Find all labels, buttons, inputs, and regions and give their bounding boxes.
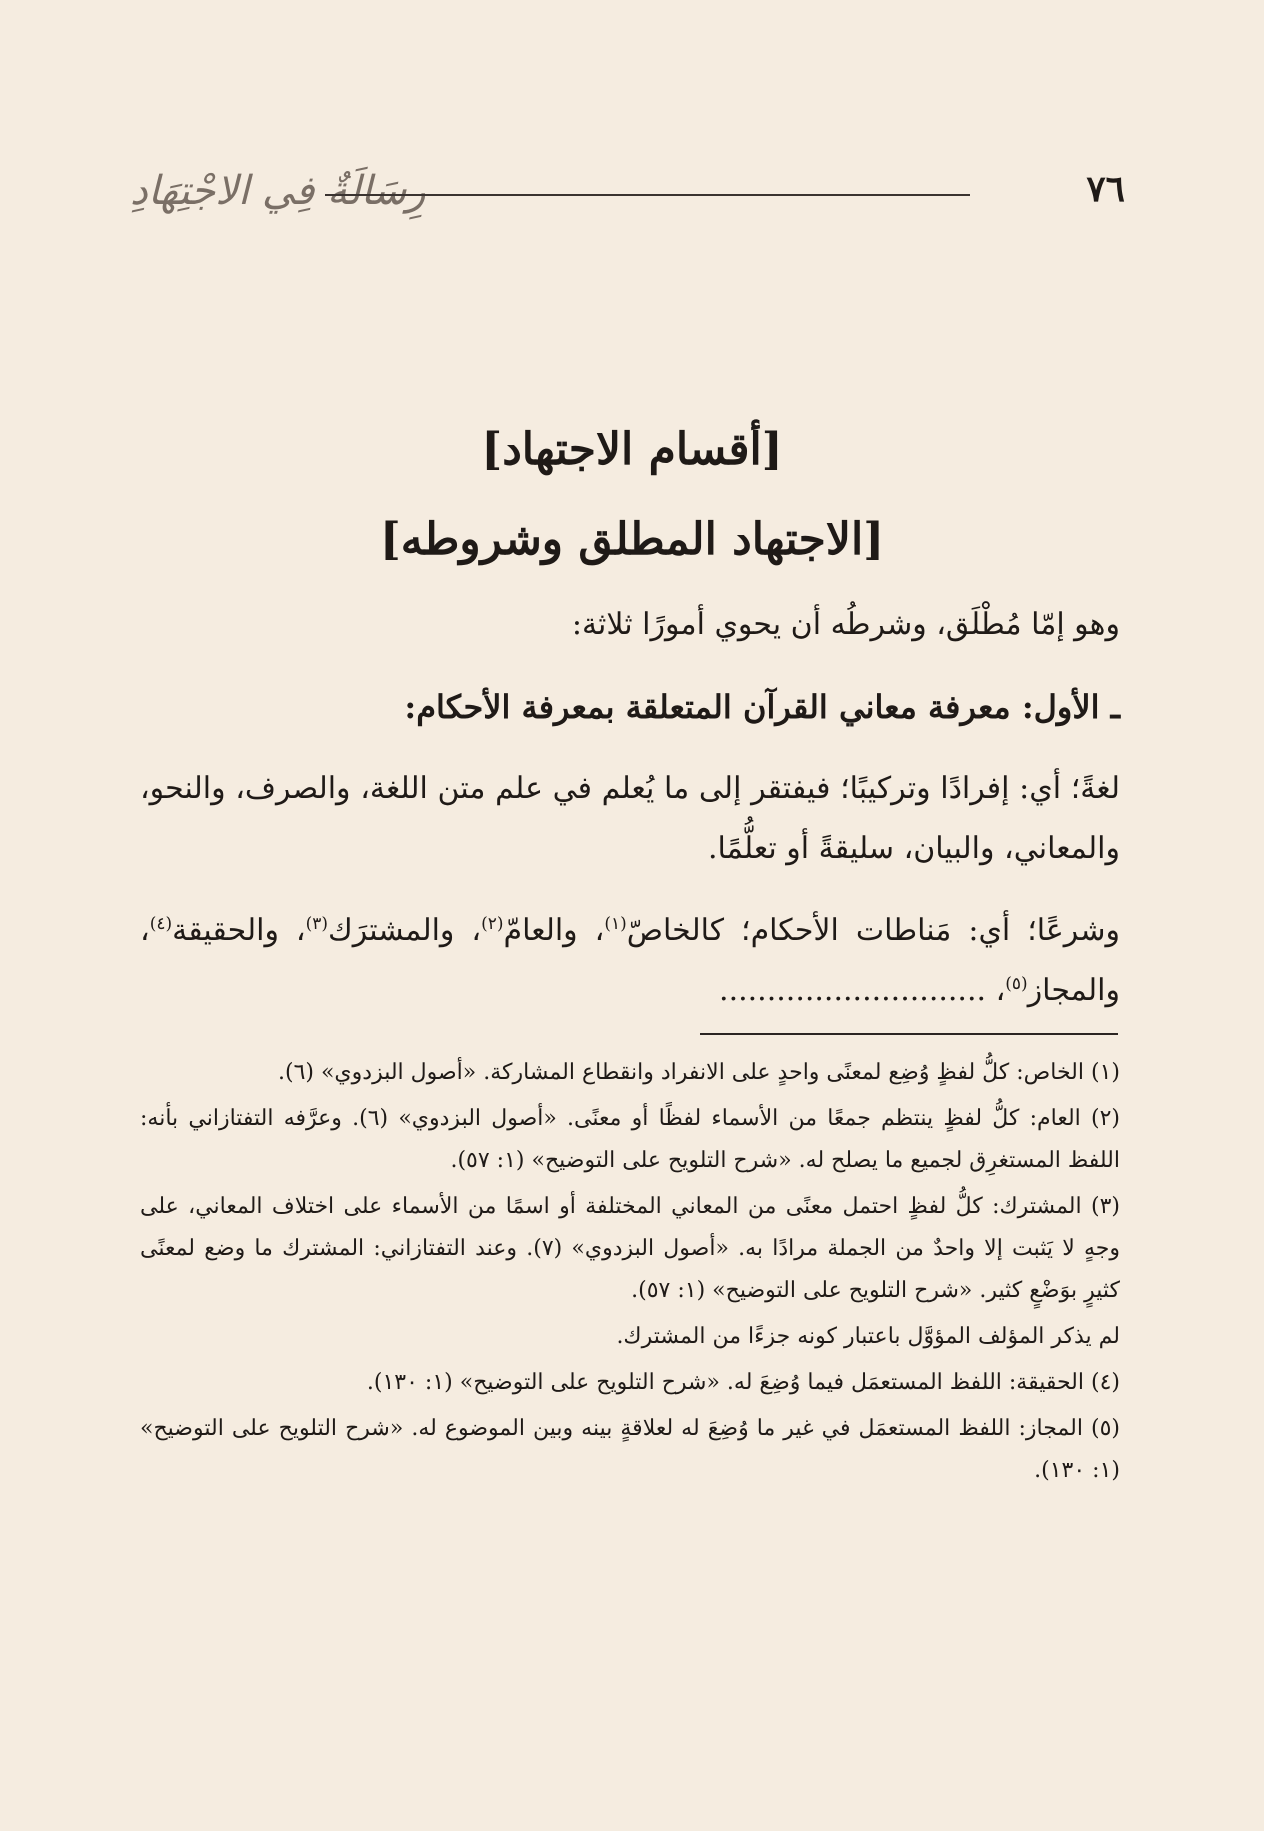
text-segment: ، والعامّ [503,913,605,948]
text-segment: ، [986,973,1006,1008]
footnote-4: (٤) الحقيقة: اللفظ المستعمَل فيما وُضِعَ له. «شرح التلويح على التوضيح» (١: ١٣٠). [366,1370,1120,1395]
subsection-heading: [الاجتهاد المطلق وشروطه] [379,514,885,565]
text-segment: وشرعًا؛ أي: مَناطات الأحكام؛ كالخاصّ [626,913,1120,948]
footnote-1: (١) الخاص: كلُّ لفظٍ وُضِع لمعنًى واحدٍ على الانفراد وانقطاع المشاركة. «أصول البزدوي» (٦). [277,1060,1120,1085]
footnote-separator [700,1033,1118,1035]
footnote-ref-5[interactable]: (٥) [1005,974,1028,994]
section-headings [0,405,1264,585]
paragraph-legal [140,901,1120,1021]
header-rule [325,194,970,196]
section-heading: [أقسام الاجتهاد] [481,424,783,475]
footnote-5: (٥) المجاز: اللفظ المستعمَل في غير ما وُضِعَ له لعلاقةٍ بينه وبين الموضوع له. «شرح التلويح على التوضيح» (١: ١٣٠). [140,1416,1120,1483]
paragraph-first-condition: ـ الأول: معرفة معاني القرآن المتعلقة بمعرفة الأحكام: [404,688,1120,726]
page-number: ٧٦ [1086,168,1125,210]
text-segment: ، والحقيقة [172,913,306,948]
footnote-3-remark: لم يذكر المؤلف المؤوَّل باعتبار كونه جزءًا من المشترك. [616,1324,1120,1349]
footnote-3: (٣) المشترك: كلُّ لفظٍ احتمل معنًى من المعاني المختلفة أو اسمًا من الأسماء على اختلاف المعاني، على وجهٍ لا يَثبت إلا واحدٌ من الجملة مرادًا به. «أصول البزدوي» (٧). وعند التفتازاني: المشترك ما وضع لمعنًى كثيرٍ بوَضْعٍ كثير. «شرح التلويح على التوضيح» (١: ٥٧). [140,1194,1120,1303]
paragraph-intro: وهو إمّا مُطْلَق، وشرطُه أن يحوي أمورًا ثلاثة: [571,607,1120,642]
footnote-ref-2[interactable]: (٢) [481,914,504,934]
footnote-2: (٢) العام: كلُّ لفظٍ ينتظم جمعًا من الأسماء لفظًا أو معنًى. «أصول البزدوي» (٦). وعرَّفه التفتازاني بأنه: اللفظ المستغرِق لجميع ما يصلح له. «شرح التلويح على التوضيح» (١: ٥٧). [140,1106,1120,1173]
footnote-ref-1[interactable]: (١) [604,914,627,934]
continuation-dots: ............................ [719,973,987,1008]
footnotes [140,1052,1120,1496]
footnote-ref-4[interactable]: (٤) [149,914,173,934]
footnote-ref-3[interactable]: (٣) [305,914,329,934]
main-text [140,595,1120,1043]
page-header [120,160,1125,220]
paragraph-linguistic: لغةً؛ أي: إفرادًا وتركيبًا؛ فيفتقر إلى ما يُعلم في علم متن اللغة، والصرف، والنحو، والمعاني، والبيان، سليقةً أو تعلُّمًا. [140,771,1120,866]
running-book-title: رِسَالَةٌ فِي الاجْتِهَادِ [130,168,426,214]
text-segment: ، والمشترَك [328,913,482,948]
text-segment: ، والمجاز [140,913,1120,1008]
